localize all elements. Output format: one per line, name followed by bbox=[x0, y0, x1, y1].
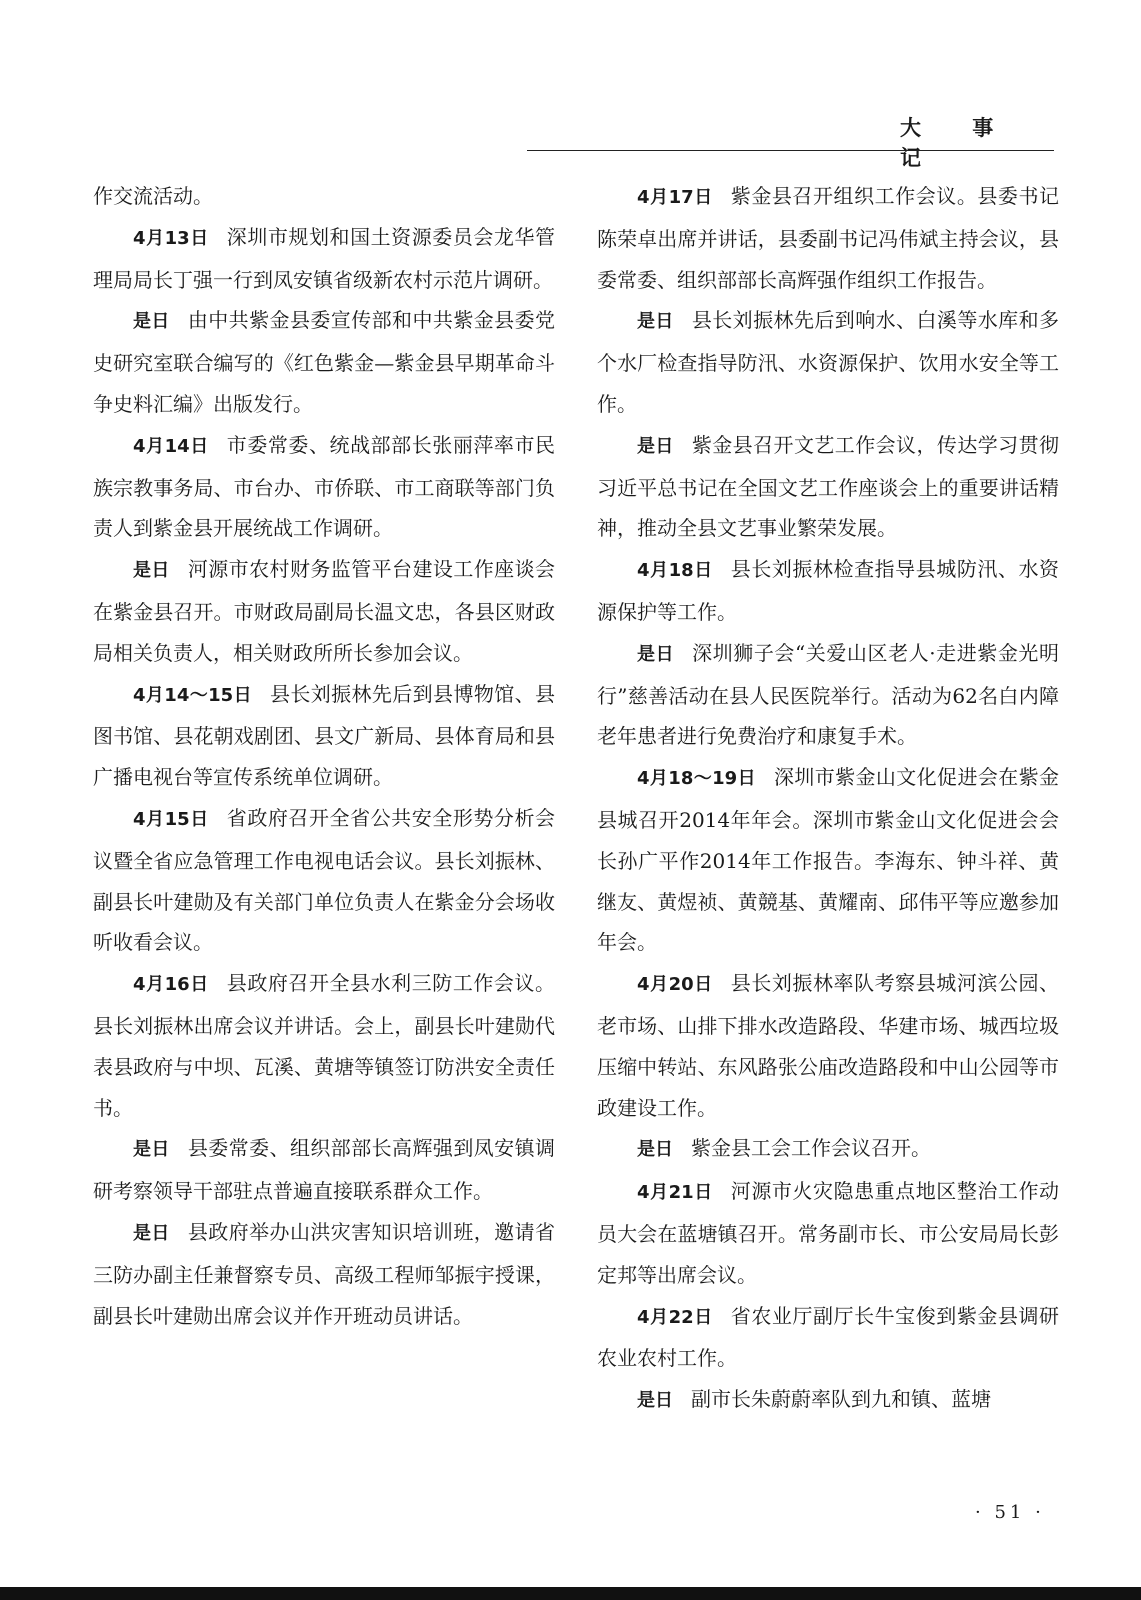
entry-text: 副市长朱蔚蔚率队到九和镇、蓝塘 bbox=[691, 1387, 991, 1412]
entry-text: 紫金县工会工作会议召开。 bbox=[691, 1136, 931, 1161]
entry-paragraph bbox=[597, 1171, 1059, 1295]
entry-date: 是日 bbox=[637, 1390, 673, 1412]
entry-paragraph bbox=[93, 798, 555, 963]
entry-paragraph bbox=[597, 1296, 1059, 1380]
entry-text: 县委常委、组织部部长高辉强到凤安镇调研考察领导干部驻点普遍直接联系群众工作。 bbox=[93, 1136, 556, 1204]
entry-date: 4月20日 bbox=[637, 974, 713, 996]
entry-date: 是日 bbox=[133, 560, 170, 582]
entry-paragraph bbox=[93, 176, 555, 217]
header-rule bbox=[527, 150, 1054, 151]
entry-text: 作交流活动。 bbox=[93, 184, 213, 208]
entry-date: 4月14日 bbox=[133, 435, 209, 457]
entry-date: 4月13日 bbox=[133, 227, 209, 249]
entry-paragraph bbox=[597, 1128, 1059, 1171]
entry-paragraph bbox=[597, 757, 1059, 963]
entry-text: 县长刘振林检查指导县城防汛、水资源保护等工作。 bbox=[597, 557, 1060, 624]
entry-text: 县长刘振林率队考察县城河滨公园、老市场、山排下排水改造路段、华建市场、城西垃圾压缩中转站、东风路张公庙改造路段和中山公园等市政建设工作。 bbox=[597, 971, 1060, 1120]
entry-paragraph bbox=[597, 425, 1059, 549]
entry-text: 深圳市紫金山文化促进会在紫金县城召开2014年年会。深圳市紫金山文化促进会会长孙广平作2014年工作报告。李海东、钟斗祥、黄继友、黄煜祯、黄競基、黄耀南、邱伟平等应邀参加年会。 bbox=[597, 765, 1059, 955]
entry-text: 河源市火灾隐患重点地区整治工作动员大会在蓝塘镇召开。常务副市长、市公安局局长彭定邦等出席会议。 bbox=[597, 1179, 1060, 1287]
entry-paragraph bbox=[597, 633, 1059, 757]
entry-date: 4月22日 bbox=[637, 1306, 713, 1328]
entry-date: 是日 bbox=[637, 643, 675, 665]
entry-date: 4月18日 bbox=[637, 560, 713, 582]
entry-paragraph bbox=[597, 1379, 1059, 1422]
entry-date: 4月18～19日 bbox=[637, 768, 756, 790]
page-number: · 51 · bbox=[975, 1502, 1045, 1523]
entry-paragraph bbox=[93, 1212, 555, 1336]
entry-date: 是日 bbox=[133, 311, 170, 333]
entry-text: 紫金县召开组织工作会议。县委书记陈荣卓出席并讲话，县委副书记冯伟斌主持会议，县委常委、组织部部长高辉强作组织工作报告。 bbox=[597, 184, 1060, 292]
entry-paragraph bbox=[93, 549, 555, 673]
entry-paragraph bbox=[597, 300, 1059, 424]
entry-date: 4月17日 bbox=[637, 187, 713, 208]
right-column bbox=[597, 176, 1059, 1422]
entry-text: 河源市农村财务监管平台建设工作座谈会在紫金县召开。市财政局副局长温文忠，各县区财政局相关负责人，相关财政所所长参加会议。 bbox=[93, 557, 556, 665]
entry-paragraph bbox=[93, 1128, 555, 1212]
entry-paragraph bbox=[93, 300, 555, 424]
entry-paragraph bbox=[597, 549, 1059, 633]
entry-date: 4月16日 bbox=[133, 974, 209, 996]
entry-text: 市委常委、统战部部长张丽萍率市民族宗教事务局、市台办、市侨联、市工商联等部门负责人到紫金县开展统战工作调研。 bbox=[93, 432, 556, 541]
entry-date: 4月14～15日 bbox=[133, 684, 252, 706]
running-header-title: 大 事 记 bbox=[900, 116, 1016, 170]
entry-date: 4月21日 bbox=[637, 1182, 713, 1204]
entry-date: 是日 bbox=[133, 1139, 170, 1161]
entry-text: 县长刘振林先后到响水、白溪等水库和多个水厂检查指导防汛、水资源保护、饮用水安全等工作。 bbox=[597, 308, 1060, 416]
left-column bbox=[93, 176, 555, 1336]
entry-text: 省农业厅副厅长牛宝俊到紫金县调研农业农村工作。 bbox=[597, 1303, 1060, 1371]
entry-text: 由中共紫金县委宣传部和中共紫金县委党史研究室联合编写的《红色紫金—紫金县早期革命斗争史料汇编》出版发行。 bbox=[93, 308, 556, 416]
entry-paragraph bbox=[597, 176, 1059, 300]
entry-date: 是日 bbox=[637, 311, 674, 333]
entry-date: 是日 bbox=[133, 1222, 170, 1244]
scan-edge bbox=[0, 1587, 1141, 1600]
entry-text: 深圳狮子会“关爱山区老人·走进紫金光明行”慈善活动在县人民医院举行。活动为62名白内障老年患者进行免费治疗和康复手术。 bbox=[597, 640, 1059, 749]
entry-date: 4月15日 bbox=[133, 808, 209, 830]
entry-date: 是日 bbox=[637, 435, 674, 457]
entry-paragraph bbox=[93, 963, 555, 1128]
entry-text: 县政府举办山洪灾害知识培训班，邀请省三防办副主任兼督察专员、高级工程师邹振宇授课，副县长叶建勋出席会议并作开班动员讲话。 bbox=[93, 1219, 556, 1328]
entry-paragraph bbox=[93, 425, 555, 549]
entry-text: 深圳市规划和国土资源委员会龙华管理局局长丁强一行到凤安镇省级新农村示范片调研。 bbox=[93, 224, 556, 292]
entry-date: 是日 bbox=[637, 1139, 673, 1161]
entry-text: 县长刘振林先后到县博物馆、县图书馆、县花朝戏剧团、县文广新局、县体育局和县广播电视台等宣传系统单位调研。 bbox=[93, 681, 555, 790]
entry-text: 省政府召开全省公共安全形势分析会议暨全省应急管理工作电视电话会议。县长刘振林、副县长叶建勋及有关部门单位负责人在紫金分会场收听收看会议。 bbox=[93, 805, 556, 955]
entry-paragraph bbox=[93, 217, 555, 301]
entry-paragraph bbox=[597, 963, 1059, 1128]
entry-text: 紫金县召开文艺工作会议，传达学习贯彻习近平总书记在全国文艺工作座谈会上的重要讲话精神，推动全县文艺事业繁荣发展。 bbox=[597, 432, 1060, 541]
entry-text: 县政府召开全县水利三防工作会议。县长刘振林出席会议并讲话。会上，副县长叶建勋代表县政府与中坝、瓦溪、黄塘等镇签订防洪安全责任书。 bbox=[93, 971, 556, 1120]
entry-paragraph bbox=[93, 674, 555, 798]
